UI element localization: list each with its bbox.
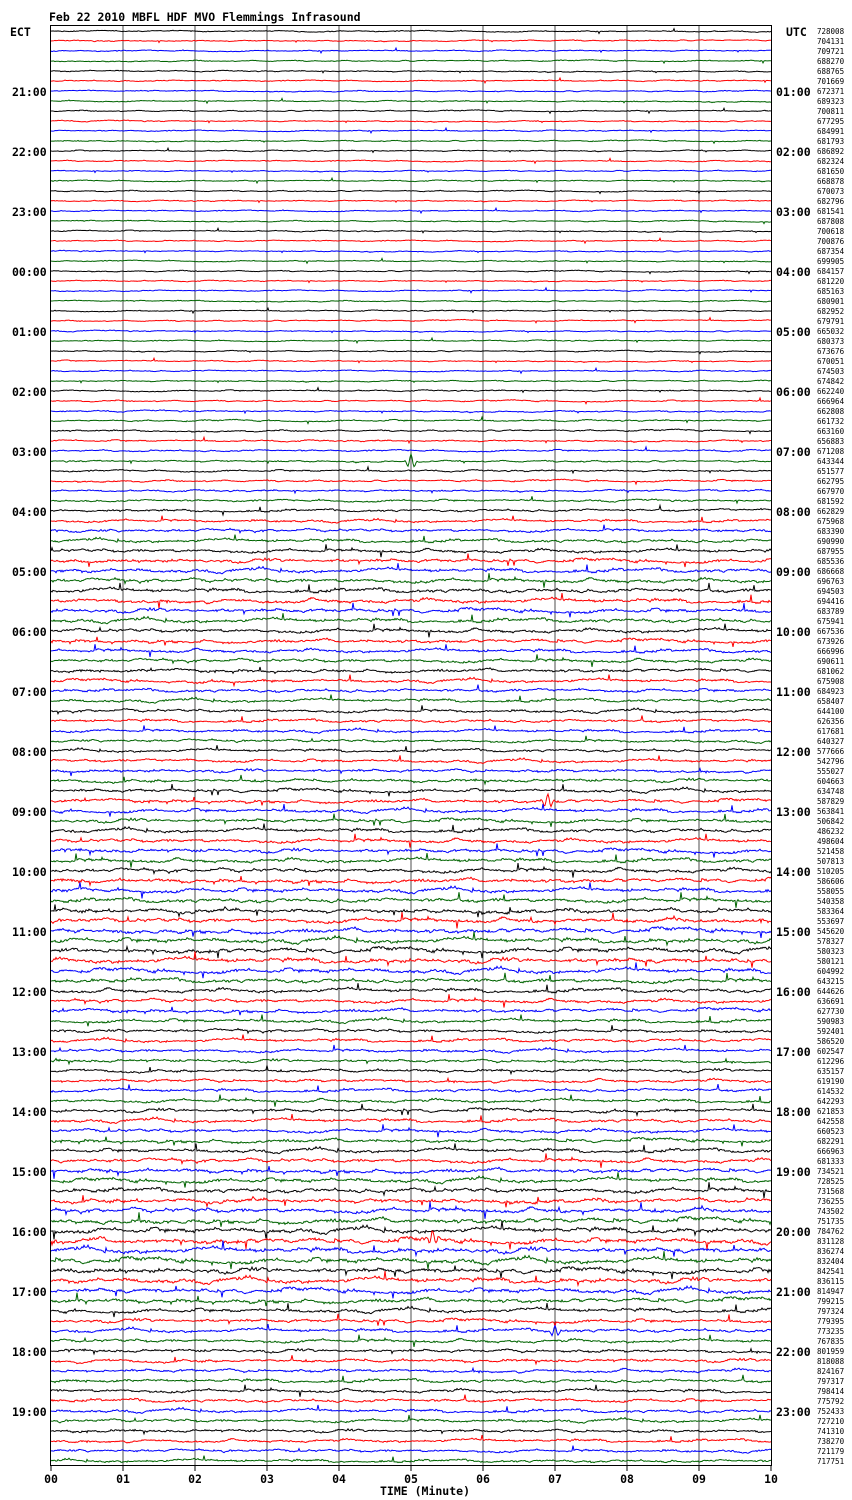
right-hour-label: 03:00 bbox=[776, 205, 811, 219]
trace-count-label: 687354 bbox=[817, 247, 845, 256]
trace-count-label: 683390 bbox=[817, 527, 845, 536]
trace-count-label: 699905 bbox=[817, 257, 845, 266]
trace-count-label: 674842 bbox=[817, 377, 845, 386]
x-tick-label: 00 bbox=[44, 1472, 58, 1486]
trace-count-label: 667970 bbox=[817, 487, 845, 496]
trace-count-label: 660523 bbox=[817, 1127, 845, 1136]
trace-count-label: 656883 bbox=[817, 437, 845, 446]
left-hour-label: 08:00 bbox=[12, 745, 47, 759]
trace-count-label: 682291 bbox=[817, 1137, 845, 1146]
trace-count-label: 665032 bbox=[817, 327, 845, 336]
right-hour-label: 02:00 bbox=[776, 145, 811, 159]
trace-count-label: 684157 bbox=[817, 267, 845, 276]
trace-count-label: 612296 bbox=[817, 1057, 845, 1066]
trace-count-label: 773235 bbox=[817, 1327, 845, 1336]
trace-count-label: 555027 bbox=[817, 767, 845, 776]
left-hour-label: 12:00 bbox=[12, 985, 47, 999]
trace-count-label: 673926 bbox=[817, 637, 845, 646]
right-hour-label: 22:00 bbox=[776, 1345, 811, 1359]
trace-count-label: 667536 bbox=[817, 627, 845, 636]
trace-count-label: 767835 bbox=[817, 1337, 845, 1346]
trace-count-label: 661732 bbox=[817, 417, 845, 426]
trace-count-label: 592401 bbox=[817, 1027, 845, 1036]
trace-count-label: 779395 bbox=[817, 1317, 845, 1326]
trace-count-label: 521458 bbox=[817, 847, 845, 856]
right-hour-label: 18:00 bbox=[776, 1105, 811, 1119]
left-hour-label: 09:00 bbox=[12, 805, 47, 819]
trace-count-label: 617681 bbox=[817, 727, 845, 736]
right-hour-label: 01:00 bbox=[776, 85, 811, 99]
right-hour-labels bbox=[776, 85, 811, 1419]
right-hour-label: 15:00 bbox=[776, 925, 811, 939]
x-axis-ticks bbox=[44, 1465, 778, 1486]
trace-count-label: 662829 bbox=[817, 507, 845, 516]
trace-count-label: 553697 bbox=[817, 917, 845, 926]
trace-count-label: 642558 bbox=[817, 1117, 845, 1126]
left-hour-label: 07:00 bbox=[12, 685, 47, 699]
trace-count-label: 801959 bbox=[817, 1347, 845, 1356]
x-tick-label: 04 bbox=[332, 1472, 346, 1486]
trace-count-label: 798414 bbox=[817, 1387, 845, 1396]
right-hour-label: 09:00 bbox=[776, 565, 811, 579]
trace-count-label: 688765 bbox=[817, 67, 845, 76]
trace-count-label: 590983 bbox=[817, 1017, 845, 1026]
left-hour-label: 21:00 bbox=[12, 85, 47, 99]
trace-count-label: 675908 bbox=[817, 677, 845, 686]
trace-count-label: 644626 bbox=[817, 987, 845, 996]
trace-count-label: 824167 bbox=[817, 1367, 845, 1376]
trace-count-label: 682324 bbox=[817, 157, 845, 166]
trace-count-label: 642293 bbox=[817, 1097, 845, 1106]
trace-count-label: 586520 bbox=[817, 1037, 845, 1046]
right-timezone-label: UTC bbox=[786, 25, 807, 39]
trace-count-label: 640327 bbox=[817, 737, 845, 746]
trace-count-label: 626356 bbox=[817, 717, 845, 726]
x-tick-label: 01 bbox=[116, 1472, 130, 1486]
left-hour-labels bbox=[12, 85, 47, 1419]
trace-count-label: 717751 bbox=[817, 1457, 845, 1466]
trace-count-label: 832404 bbox=[817, 1257, 845, 1266]
trace-count-label: 577666 bbox=[817, 747, 845, 756]
trace-count-label: 674503 bbox=[817, 367, 845, 376]
trace-count-label: 662795 bbox=[817, 477, 845, 486]
trace-count-label: 671208 bbox=[817, 447, 845, 456]
right-hour-label: 20:00 bbox=[776, 1225, 811, 1239]
right-hour-label: 05:00 bbox=[776, 325, 811, 339]
left-hour-label: 04:00 bbox=[12, 505, 47, 519]
left-hour-label: 02:00 bbox=[12, 385, 47, 399]
x-tick-label: 03 bbox=[260, 1472, 274, 1486]
trace-count-label: 799215 bbox=[817, 1297, 845, 1306]
trace-count-label: 752433 bbox=[817, 1407, 845, 1416]
right-hour-label: 07:00 bbox=[776, 445, 811, 459]
trace-count-label: 672371 bbox=[817, 87, 845, 96]
left-hour-label: 23:00 bbox=[12, 205, 47, 219]
left-hour-label: 05:00 bbox=[12, 565, 47, 579]
trace-count-label: 736255 bbox=[817, 1197, 845, 1206]
x-tick-label: 08 bbox=[620, 1472, 634, 1486]
trace-count-label: 644100 bbox=[817, 707, 845, 716]
trace-count-label: 675941 bbox=[817, 617, 845, 626]
left-hour-label: 13:00 bbox=[12, 1045, 47, 1059]
trace-count-label: 775792 bbox=[817, 1397, 845, 1406]
trace-count-label: 727210 bbox=[817, 1417, 845, 1426]
trace-count-label: 580323 bbox=[817, 947, 845, 956]
left-hour-label: 11:00 bbox=[12, 925, 47, 939]
trace-count-label: 687955 bbox=[817, 547, 845, 556]
trace-count-label: 510205 bbox=[817, 867, 845, 876]
trace-count-label: 689323 bbox=[817, 97, 845, 106]
trace-count-label: 677295 bbox=[817, 117, 845, 126]
trace-count-label: 685536 bbox=[817, 557, 845, 566]
trace-count-label: 643344 bbox=[817, 457, 845, 466]
trace-count-label: 604992 bbox=[817, 967, 845, 976]
left-hour-label: 15:00 bbox=[12, 1165, 47, 1179]
trace-count-label: 684991 bbox=[817, 127, 845, 136]
right-hour-label: 12:00 bbox=[776, 745, 811, 759]
trace-count-label: 836115 bbox=[817, 1277, 845, 1286]
trace-count-label: 506842 bbox=[817, 817, 845, 826]
trace-count-label: 681592 bbox=[817, 497, 845, 506]
trace-count-label: 486232 bbox=[817, 827, 845, 836]
right-hour-label: 06:00 bbox=[776, 385, 811, 399]
trace-count-label: 728008 bbox=[817, 27, 845, 36]
trace-count-label: 498604 bbox=[817, 837, 845, 846]
trace-count-label: 728525 bbox=[817, 1177, 845, 1186]
trace-count-label: 681793 bbox=[817, 137, 845, 146]
trace-count-label: 619190 bbox=[817, 1077, 845, 1086]
trace-count-label: 818088 bbox=[817, 1357, 845, 1366]
x-tick-label: 10 bbox=[764, 1472, 778, 1486]
trace-count-label: 662240 bbox=[817, 387, 845, 396]
trace-count-labels bbox=[817, 27, 845, 1466]
chart-title: Feb 22 2010 MBFL HDF MVO Flemmings Infrasound bbox=[49, 10, 361, 24]
trace-count-label: 831128 bbox=[817, 1237, 845, 1246]
right-hour-label: 16:00 bbox=[776, 985, 811, 999]
trace-count-label: 627730 bbox=[817, 1007, 845, 1016]
trace-count-label: 700876 bbox=[817, 237, 845, 246]
left-hour-label: 16:00 bbox=[12, 1225, 47, 1239]
trace-count-label: 668878 bbox=[817, 177, 845, 186]
trace-count-label: 688270 bbox=[817, 57, 845, 66]
trace-count-label: 751735 bbox=[817, 1217, 845, 1226]
trace-count-label: 694416 bbox=[817, 597, 845, 606]
trace-count-label: 679791 bbox=[817, 317, 845, 326]
trace-count-label: 602547 bbox=[817, 1047, 845, 1056]
trace-count-label: 696763 bbox=[817, 577, 845, 586]
x-tick-label: 02 bbox=[188, 1472, 202, 1486]
right-hour-label: 08:00 bbox=[776, 505, 811, 519]
left-hour-label: 22:00 bbox=[12, 145, 47, 159]
trace-count-label: 797317 bbox=[817, 1377, 845, 1386]
right-hour-label: 13:00 bbox=[776, 805, 811, 819]
trace-count-label: 687808 bbox=[817, 217, 845, 226]
trace-count-label: 741310 bbox=[817, 1427, 845, 1436]
trace-count-label: 673676 bbox=[817, 347, 845, 356]
x-tick-label: 06 bbox=[476, 1472, 490, 1486]
trace-count-label: 743502 bbox=[817, 1207, 845, 1216]
left-timezone-label: ECT bbox=[10, 25, 31, 39]
trace-count-label: 680373 bbox=[817, 337, 845, 346]
trace-count-label: 709721 bbox=[817, 47, 845, 56]
trace-count-label: 587829 bbox=[817, 797, 845, 806]
trace-count-label: 690990 bbox=[817, 537, 845, 546]
trace-count-label: 634748 bbox=[817, 787, 845, 796]
trace-count-label: 666963 bbox=[817, 1147, 845, 1156]
trace-count-label: 734521 bbox=[817, 1167, 845, 1176]
trace-count-label: 583364 bbox=[817, 907, 845, 916]
trace-count-label: 680901 bbox=[817, 297, 845, 306]
trace-count-label: 784762 bbox=[817, 1227, 845, 1236]
trace-count-label: 738270 bbox=[817, 1437, 845, 1446]
trace-count-label: 658407 bbox=[817, 697, 845, 706]
trace-count-label: 670073 bbox=[817, 187, 845, 196]
trace-count-label: 797324 bbox=[817, 1307, 845, 1316]
trace-count-label: 694503 bbox=[817, 587, 845, 596]
trace-count-label: 578327 bbox=[817, 937, 845, 946]
trace-count-label: 686668 bbox=[817, 567, 845, 576]
x-tick-label: 07 bbox=[548, 1472, 562, 1486]
trace-count-label: 643215 bbox=[817, 977, 845, 986]
trace-count-label: 663160 bbox=[817, 427, 845, 436]
trace-count-label: 545620 bbox=[817, 927, 845, 936]
trace-count-label: 558055 bbox=[817, 887, 845, 896]
trace-count-label: 563841 bbox=[817, 807, 845, 816]
left-hour-label: 01:00 bbox=[12, 325, 47, 339]
trace-count-label: 614532 bbox=[817, 1087, 845, 1096]
trace-count-label: 681650 bbox=[817, 167, 845, 176]
trace-count-label: 701669 bbox=[817, 77, 845, 86]
trace-count-label: 580121 bbox=[817, 957, 845, 966]
trace-count-label: 542796 bbox=[817, 757, 845, 766]
x-tick-label: 09 bbox=[692, 1472, 706, 1486]
trace-count-label: 681541 bbox=[817, 207, 845, 216]
trace-count-label: 666996 bbox=[817, 647, 845, 656]
trace-count-label: 675968 bbox=[817, 517, 845, 526]
right-hour-label: 23:00 bbox=[776, 1405, 811, 1419]
trace-count-label: 721179 bbox=[817, 1447, 845, 1456]
trace-count-label: 704131 bbox=[817, 37, 845, 46]
right-hour-label: 21:00 bbox=[776, 1285, 811, 1299]
trace-count-label: 666964 bbox=[817, 397, 845, 406]
trace-count-label: 670051 bbox=[817, 357, 845, 366]
trace-count-label: 842541 bbox=[817, 1267, 845, 1276]
right-hour-label: 19:00 bbox=[776, 1165, 811, 1179]
left-hour-label: 19:00 bbox=[12, 1405, 47, 1419]
left-hour-label: 10:00 bbox=[12, 865, 47, 879]
right-hour-label: 11:00 bbox=[776, 685, 811, 699]
left-hour-label: 03:00 bbox=[12, 445, 47, 459]
trace-count-label: 681062 bbox=[817, 667, 845, 676]
trace-count-label: 681333 bbox=[817, 1157, 845, 1166]
trace-count-label: 814947 bbox=[817, 1287, 845, 1296]
right-hour-label: 10:00 bbox=[776, 625, 811, 639]
trace-count-label: 540358 bbox=[817, 897, 845, 906]
trace-count-label: 731568 bbox=[817, 1187, 845, 1196]
trace-count-label: 621853 bbox=[817, 1107, 845, 1116]
trace-count-label: 682952 bbox=[817, 307, 845, 316]
trace-count-label: 683789 bbox=[817, 607, 845, 616]
trace-count-label: 690611 bbox=[817, 657, 845, 666]
right-hour-label: 17:00 bbox=[776, 1045, 811, 1059]
trace-count-label: 651577 bbox=[817, 467, 845, 476]
trace-count-label: 635157 bbox=[817, 1067, 845, 1076]
right-hour-label: 04:00 bbox=[776, 265, 811, 279]
trace-count-label: 836274 bbox=[817, 1247, 845, 1256]
trace-count-label: 682796 bbox=[817, 197, 845, 206]
trace-count-label: 684923 bbox=[817, 687, 845, 696]
trace-count-label: 586606 bbox=[817, 877, 845, 886]
trace-count-label: 507813 bbox=[817, 857, 845, 866]
left-hour-label: 00:00 bbox=[12, 265, 47, 279]
trace-count-label: 686892 bbox=[817, 147, 845, 156]
trace-count-label: 662808 bbox=[817, 407, 845, 416]
trace-count-label: 604663 bbox=[817, 777, 845, 786]
left-hour-label: 14:00 bbox=[12, 1105, 47, 1119]
left-hour-label: 17:00 bbox=[12, 1285, 47, 1299]
trace-count-label: 700618 bbox=[817, 227, 845, 236]
trace-count-label: 685163 bbox=[817, 287, 845, 296]
x-axis-label: TIME (Minute) bbox=[379, 1484, 471, 1498]
left-hour-label: 18:00 bbox=[12, 1345, 47, 1359]
right-hour-label: 14:00 bbox=[776, 865, 811, 879]
trace-count-label: 700811 bbox=[817, 107, 845, 116]
left-hour-label: 06:00 bbox=[12, 625, 47, 639]
trace-count-label: 636691 bbox=[817, 997, 845, 1006]
trace-count-label: 681220 bbox=[817, 277, 845, 286]
x-tick-label: 05 bbox=[404, 1472, 418, 1486]
